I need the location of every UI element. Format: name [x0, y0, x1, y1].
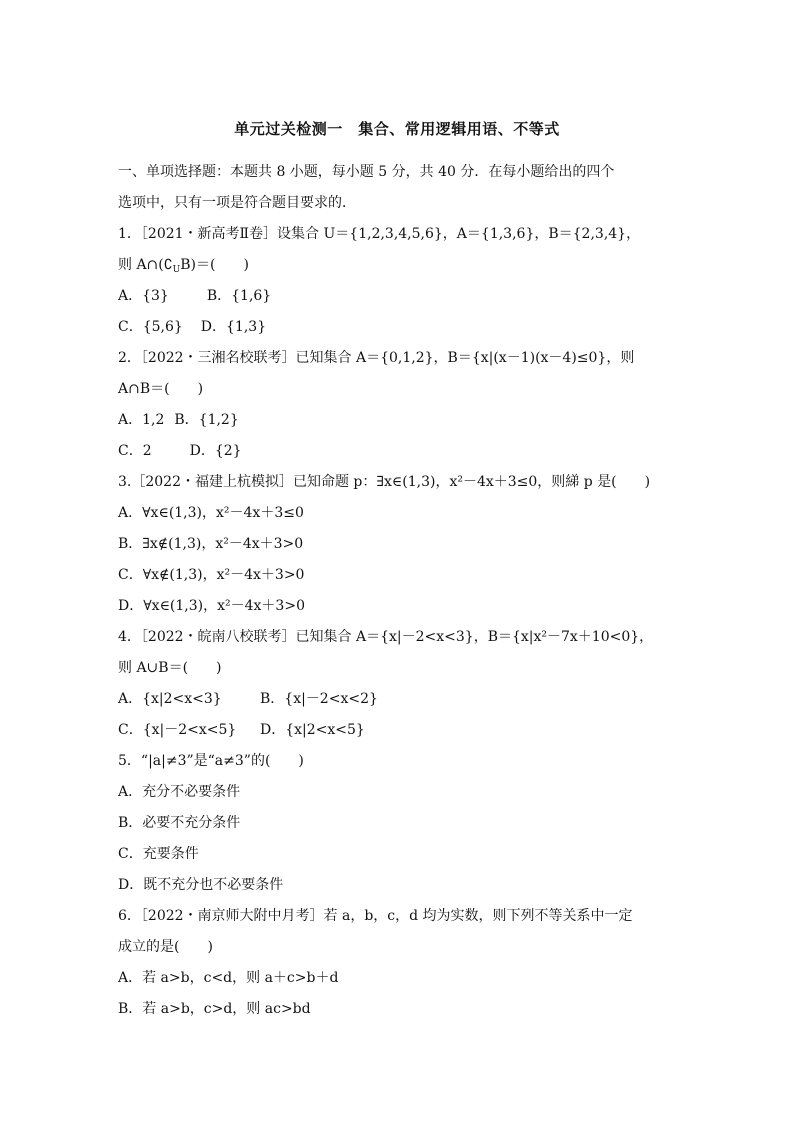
- q1-stem-line-2: [118, 255, 688, 280]
- q6-option-b: B．若 a>b，c>d，则 ac>bd: [118, 1001, 311, 1017]
- q4-option-a: A．{x|2<x<3}: [118, 691, 222, 707]
- q4-options-row-2: [118, 720, 688, 740]
- q1-option-a: A．{3}: [118, 288, 169, 304]
- q1-stem-line-2-post: B)＝( ): [180, 257, 249, 273]
- q4-option-b: B．{x|－2<x<2}: [260, 691, 378, 707]
- q3-option-d: D．∀x∈(1,3)，x²－4x＋3>0: [118, 598, 305, 614]
- q1-stem-line-2-pre: 则 A∩(∁: [118, 257, 173, 273]
- q1-options-row-1: [118, 286, 688, 306]
- q1-option-d: D．{1,3}: [200, 319, 267, 335]
- q4-option-c: C．{x|－2<x<5}: [118, 722, 237, 738]
- q5-option-b: B．必要不充分条件: [118, 815, 241, 831]
- q5-option-a: A．充分不必要条件: [118, 784, 241, 800]
- q3-stem: 3.［2022・福建上杭模拟］已知命题 p：∃x∈(1,3)，x²－4x＋3≤0，则綈 p 是( ): [118, 474, 651, 490]
- q1-option-b: B．{1,6}: [206, 288, 272, 304]
- q6-stem-line-1: 6．［2022・南京师大附中月考］若 a，b，c，d 均为实数，则下列不等关系中一定: [118, 908, 633, 924]
- q4-stem-line-2: 则 A∪B＝( ): [118, 660, 222, 676]
- q3-option-b: B．∃x∉(1,3)，x²－4x＋3>0: [118, 536, 304, 552]
- q2-options-row-2: [118, 441, 688, 461]
- q5-option-c: C．充要条件: [118, 846, 199, 862]
- q2-stem-line-2: A∩B＝( ): [118, 381, 204, 397]
- q3-option-c: C．∀x∉(1,3)，x²－4x＋3>0: [118, 567, 305, 583]
- q4-options-row-1: [118, 689, 688, 709]
- q1-complement-subscript: U: [172, 265, 181, 275]
- q5-stem: 5．“|a|≠3”是“a≠3”的( ): [118, 753, 304, 769]
- q2-stem-line-1: 2．［2022・三湘名校联考］已知集合 A＝{0,1,2}，B＝{x|(x－1)(x－4)≤0}，则: [118, 350, 635, 366]
- q4-stem-line-1: 4．［2022・皖南八校联考］已知集合 A＝{x|－2<x<3}，B＝{x|x²－7x＋10<0}，: [118, 629, 654, 645]
- page-title: 单元过关检测一 集合、常用逻辑用语、不等式: [234, 120, 560, 138]
- q2-option-d: D．{2}: [189, 443, 242, 459]
- q2-options-row-1: [118, 410, 688, 430]
- q1-stem-line-1: 1．［2021・新高考Ⅱ卷］设集合 U＝{1,2,3,4,5,6}，A＝{1,3,6}，B＝{2,3,4}，: [118, 226, 641, 242]
- q1-options-row-2: [118, 317, 688, 337]
- q2-option-a: A．1,2: [118, 412, 165, 428]
- q1-option-c: C．{5,6}: [118, 319, 183, 335]
- q5-option-d: D．既不充分也不必要条件: [118, 877, 284, 893]
- section-header-line-1: 一、单项选择题：本题共 8 小题，每小题 5 分，共 40 分．在每小题给出的四个: [118, 164, 615, 180]
- section-header-line-2: 选项中，只有一项是符合题目要求的．: [118, 195, 356, 211]
- q6-stem-line-2: 成立的是( ): [118, 939, 213, 955]
- q3-option-a: A．∀x∈(1,3)，x²－4x＋3≤0: [118, 505, 304, 521]
- q2-option-b: B．{1,2}: [174, 412, 239, 428]
- q6-option-a: A．若 a>b，c<d，则 a＋c>b＋d: [118, 970, 339, 986]
- q4-option-d: D．{x|2<x<5}: [260, 722, 365, 738]
- q2-option-c: C．2: [118, 443, 152, 459]
